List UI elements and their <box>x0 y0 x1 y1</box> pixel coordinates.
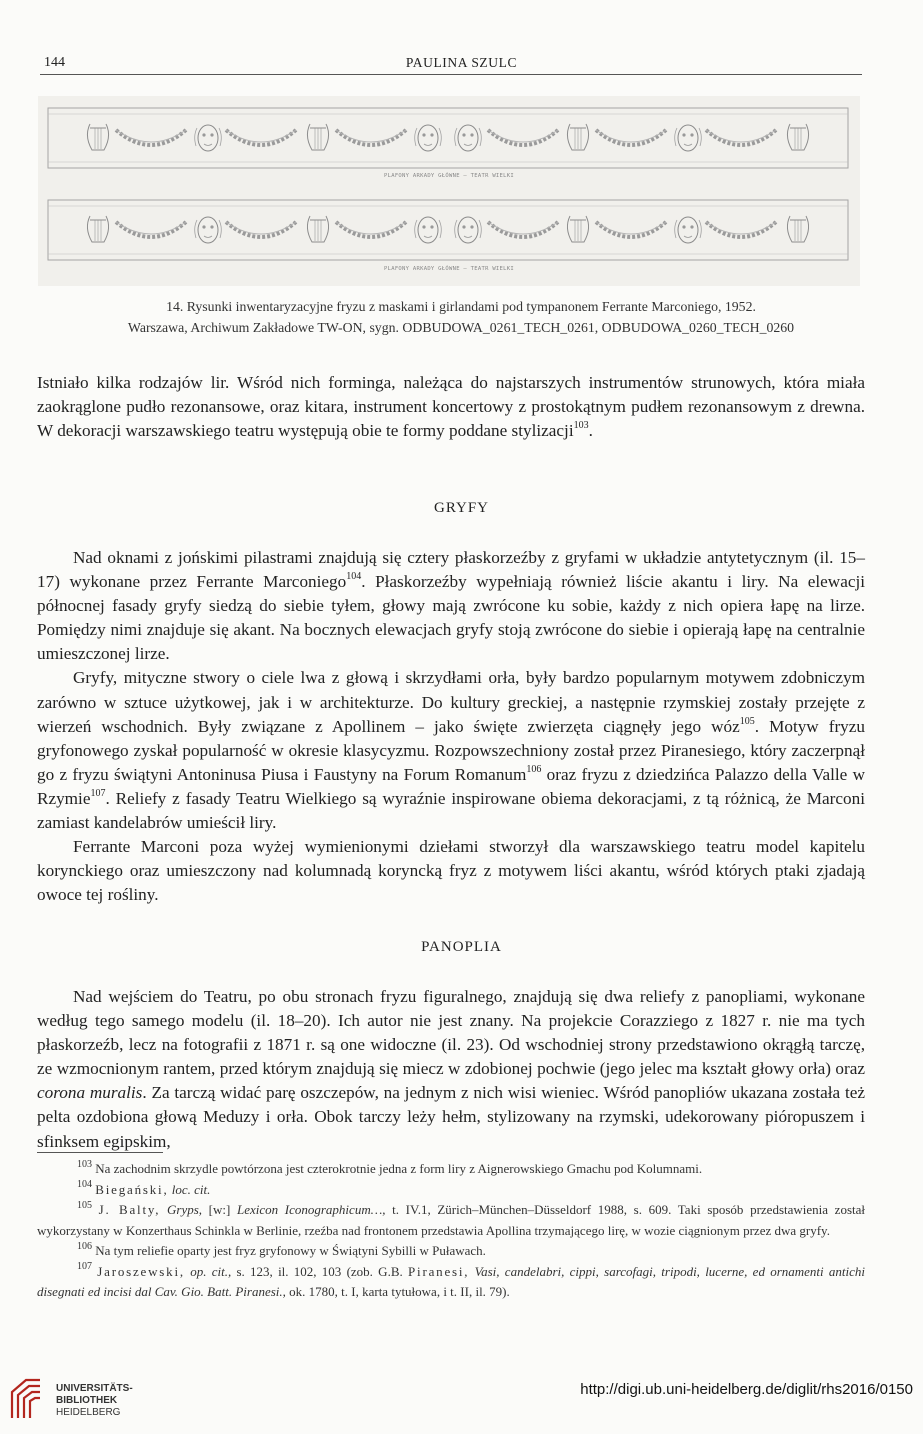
emphasis: Gryps, <box>167 1202 203 1217</box>
footnote-author: Jaroszewski, <box>97 1263 185 1279</box>
section-heading-gryfy: GRYFY <box>433 500 490 516</box>
panoplia-paragraph-1 <box>37 985 865 1154</box>
text-run: . Za tarczą widać parę oszczepów, na jednym z nich wisi wieniec. Wśród panopliów ukazana została też pelta ozdobiona głową Meduzy i orła. Obok tarczy leży hełm, stylizowany na rzymski, udekorowany pióropuszem i sfinksem egipskim, <box>37 1083 865 1151</box>
gryfy-section <box>37 546 865 907</box>
caption-line-1: 14. Rysunki inwentaryzacyjne fryzu z maskami i girlandami pod tympanonem Ferrante Marconiego, 1952. <box>166 299 756 314</box>
footnote-text: Na tym reliefie oparty jest fryz gryfonowy w Świątyni Sybilli w Puławach. <box>95 1243 486 1258</box>
logo-line-2: BIBLIOTHEK <box>56 1395 118 1406</box>
footnote-author: J. Balty, <box>98 1202 161 1217</box>
header-rule <box>40 74 862 75</box>
emphasis: op. cit., <box>190 1263 232 1279</box>
gryfy-paragraph-2 <box>37 666 865 835</box>
footnote-text: s. 123, il. 102, 103 (zob. G.B. <box>236 1263 403 1279</box>
caption-line-2: Warszawa, Archiwum Zakładowe TW-ON, sygn. ODBUDOWA_0261_TECH_0261, ODBUDOWA_0260_TECH_0260 <box>127 320 795 335</box>
footnote-number: 105 <box>77 1199 92 1211</box>
logo-line-1: UNIVERSITÄTS- <box>56 1383 133 1394</box>
panoplia-section <box>37 985 865 1154</box>
footnote-number: 107 <box>77 1261 92 1273</box>
emphasis: loc. cit. <box>171 1181 211 1197</box>
figure-frieze-drawings <box>38 96 860 286</box>
emphasis: Lexicon Iconographicum…, <box>236 1202 386 1217</box>
text-run: oraz fryzu z dziedzińca Palazzo della Valle w Rzymie <box>37 764 865 808</box>
gryfy-paragraph-3: Ferrante Marconi poza wyżej wymienionymi dziełami stworzył dla warszawskiego teatru model kapitelu korynckiego oraz umieszczony nad kolumnadą koryncką fryz z motywem liści akantu, wśród których ptaki zjadają owoce tej rośliny. <box>37 837 865 905</box>
page-url-link[interactable]: http://digi.ub.uni-heidelberg.de/diglit/rhs2016/0150 <box>580 1381 913 1398</box>
footnote-text: [w:] <box>208 1202 231 1217</box>
intro-end: . <box>588 421 593 441</box>
text-run: . Motyw fryzu gryfonowego zyskał popularność w okresie klasycyzmu. Rozpowszechniony został przez Piranesiego, który zaczerpnął go z fryzu świątyni Antoninusa Piusa i Faustyny na Forum Romanum <box>37 716 865 784</box>
footnote-105 <box>37 1200 865 1241</box>
footnote-number: 103 <box>77 1158 92 1170</box>
footnote-ref-105[interactable]: 105 <box>739 715 755 727</box>
footnote-ref-106[interactable]: 106 <box>526 764 542 776</box>
figure-label-bottom: PLAFONY ARKADY GŁÓWNE — TEATR WIELKI <box>383 266 514 272</box>
footnote-author: Piranesi, <box>408 1263 470 1279</box>
text-run: Gryfy, mityczne stwory o ciele lwa z głową i skrzydłami orła, były bardzo popularnym motywem zdobniczym zarówno w sztuce użytkowej, jak i w architekturze. Do kultury greckiej, a następnie rzymskiej zostały przejęte z wierzeń wschodnich. Były związane z Apollinem – jako święte zwierzęta ciągnęły jego wóz <box>37 668 865 736</box>
footnotes <box>37 1159 865 1303</box>
footnote-106 <box>37 1241 865 1262</box>
footnote-104 <box>37 1180 865 1201</box>
text-run: Nad wejściem do Teatru, po obu stronach fryzu figuralnego, znajdują się dwa reliefy z panopliami, wykonane według tego samego modelu (il. 18–20). Ich autor nie jest znany. Na projekcie Corazziego z 1827 r. nie ma tych płaskorzeźb, lecz na fotografii z 1871 r. są one widoczne (il. 23). Od wschodniej strony przedstawiono okrągłą tarczę, ze wzmocnionym rantem, przed którym znajdują się miecz w zdobionej pochwie (jego jelec ma kształt głowy orła) oraz <box>37 987 865 1079</box>
page-number: 144 <box>44 55 65 70</box>
library-logo-text <box>56 1383 133 1419</box>
footnote-number: 104 <box>77 1179 92 1191</box>
footnote-text: Na zachodnim skrzydle powtórzona jest czterokrotnie jedna z form liry z Aignerowskiego Gmachu pod Kolumnami. <box>95 1161 703 1176</box>
footnote-107 <box>37 1262 865 1303</box>
intro-text: Istniało kilka rodzajów lir. Wśród nich forminga, należąca do najstarszych instrumentów strunowych, która miała zaokrąglone pudło rezonansowe, oraz kitara, instrument koncertowy z prostokątnym pudłem rezonansowym z drewna. W dekoracji warszawskiego teatru występują obie te formy poddane stylizacji <box>37 373 865 441</box>
figure-caption <box>40 296 882 338</box>
figure-label-top: PLAFONY ARKADY GŁÓWNE — TEATR WIELKI <box>383 173 514 179</box>
footnote-ref-103[interactable]: 103 <box>573 420 589 432</box>
section-heading-panoplia: PANOPLIA <box>421 939 502 955</box>
running-head: PAULINA SZULC <box>405 55 518 70</box>
footnote-ref-107[interactable]: 107 <box>90 788 106 800</box>
text-run: . Płaskorzeźby wypełniają również liście akantu i liry. Na elewacji północnej fasady gryfy siedzą do siebie tyłem, głowy mają zwrócone ku sobie, każdy z nich opiera łapę na lirze. Pomiędzy nimi znajduje się akant. Na bocznych elewacjach gryfy stoją zwrócone do siebie i opierają łapę na centralnie umieszczonej lirze. <box>37 572 865 664</box>
footnote-text: t. IV.1, Zürich–München–Düsseldorf 1988, s. 609. Taki sposób przedstawienia został wykorzystany w Konzerthaus Schinkla w Berlinie, rzeźba nad frontonem przedstawia Apollina trzymającego lirę, w wozie ciągnionym przez dwa gryfy. <box>37 1202 865 1238</box>
logo-line-3: HEIDELBERG <box>56 1407 121 1418</box>
emphasis: Vasi, candelabri, cippi, sarcofagi, tripodi, lucerne, ed ornamenti antichi disegnati ed incisi dal Cav. Gio. Batt. Piranesi., <box>37 1263 866 1299</box>
library-logo-icon[interactable] <box>8 1376 52 1422</box>
footnote-text: ok. 1780, t. I, karta tytułowa, i t. II, il. 79). <box>289 1284 510 1299</box>
footnote-ref-104[interactable]: 104 <box>346 571 362 583</box>
text-run: Nad oknami z jońskimi pilastrami znajdują się cztery płaskorzeźby z gryfami w układzie antytetycznym (il. 15–17) wykonane przez Ferrante Marconiego <box>37 548 865 592</box>
footnote-rule <box>37 1152 163 1153</box>
footnote-author: Biegański, <box>95 1181 169 1197</box>
footnote-number: 106 <box>77 1240 92 1252</box>
footnote-103 <box>37 1159 865 1180</box>
intro-paragraph <box>37 371 865 443</box>
text-run: . Reliefy z fasady Teatru Wielkiego są wyraźnie inspirowane obiema dekoracjami, z tą różnicą, że Marconi zamiast kandelabrów umieścił liry. <box>37 788 865 833</box>
gryfy-paragraph-1 <box>37 546 865 666</box>
emphasis: corona muralis <box>37 1083 143 1103</box>
